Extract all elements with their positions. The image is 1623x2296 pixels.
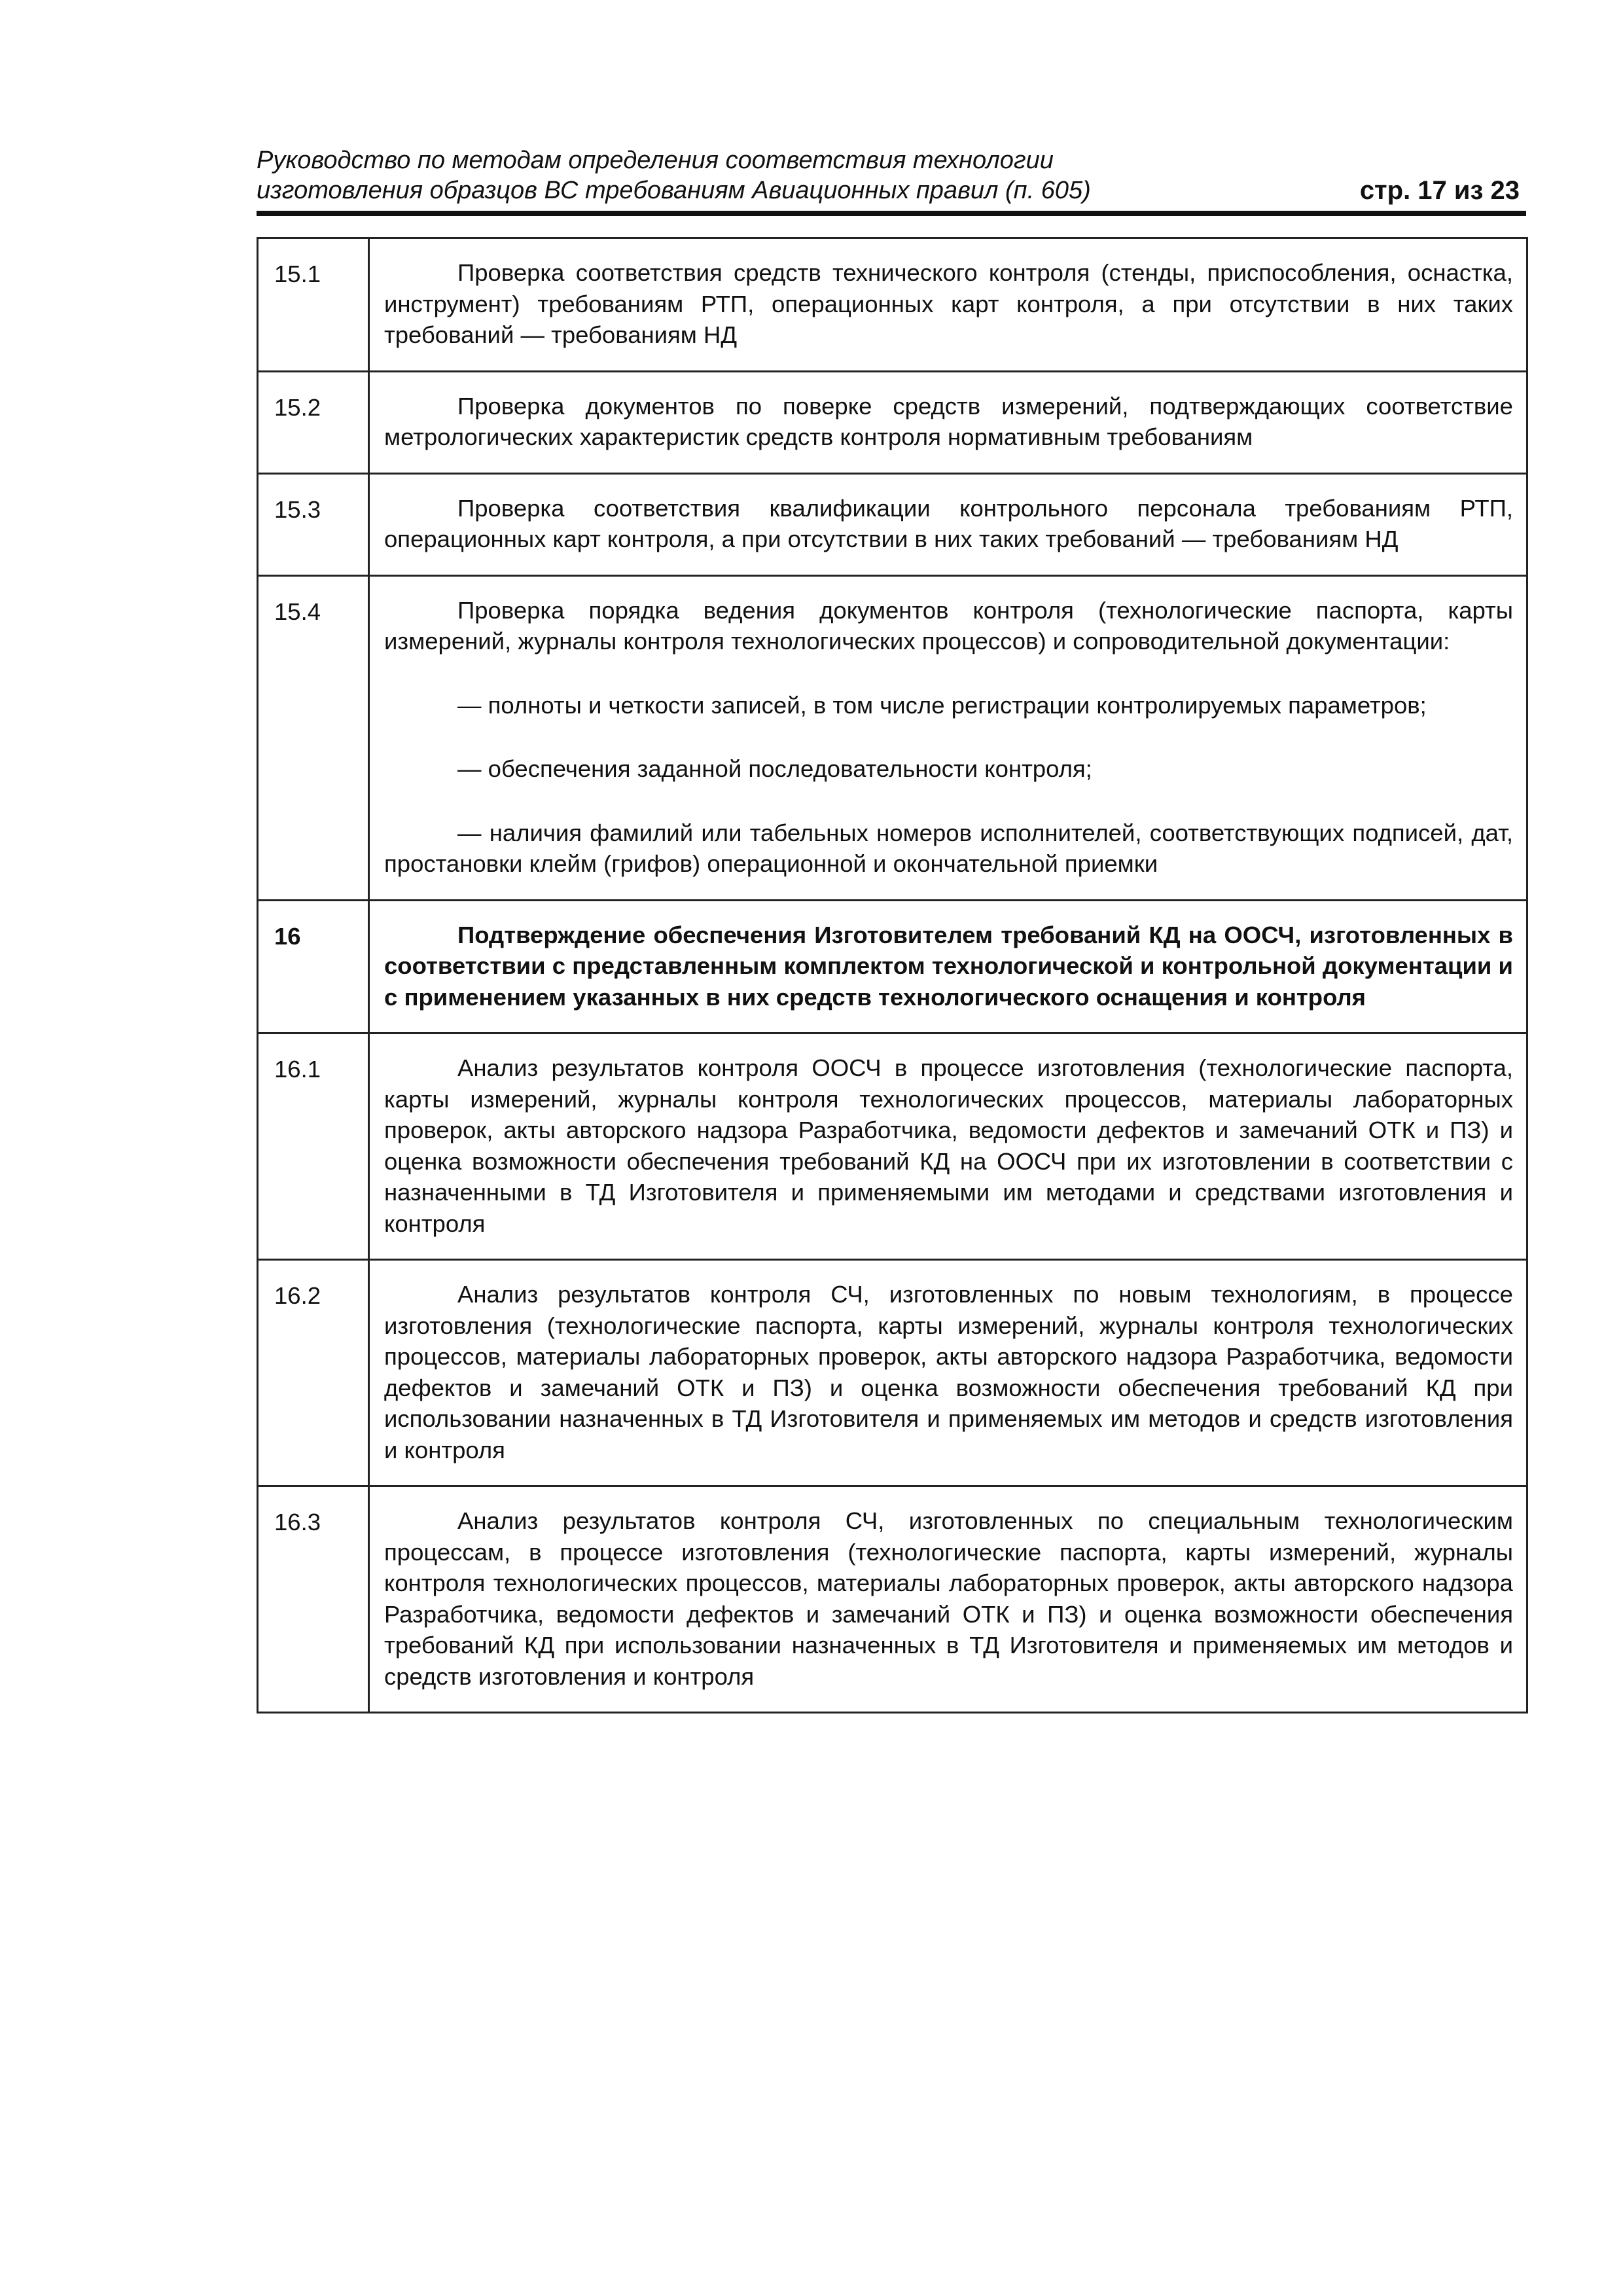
item-paragraph: Анализ результатов контроля СЧ, изготовленных по специальным технологическим процессам, в процессе изготовления (технологические паспорта, карты измерений, журналы контроля технологических процессов, материалы лабораторных проверок, акты авторского надзора Разработчика, ведомости дефектов и замечаний ОТК и ПЗ) и оценка возможности обеспечения требований КД при использовании назначенных в ТД Изготовителя и применяемых им методов и средств изготовления и контроля xyxy=(384,1507,1513,1690)
table-row xyxy=(258,238,1527,372)
item-number: 16.3 xyxy=(258,1486,369,1713)
item-paragraph: Проверка соответствия средств технического контроля (стенды, приспособления, оснастка, инструмент) требованиям РТП, операционных карт контроля, а при отсутствии в них таких требований — требованиям НД xyxy=(384,259,1513,348)
item-paragraph: Анализ результатов контроля ООСЧ в процессе изготовления (технологические паспорта, карты измерений, журналы контроля технологических процессов, материалы лабораторных проверок, акты авторского надзора Разработчика, ведомости дефектов и замечаний ОТК и ПЗ) и оценка возможности обеспечения требований КД на ООСЧ при их изготовлении в соответствии с назначенными в ТД Изготовителя и применяемыми им методами и средствами изготовления и контроля xyxy=(384,1054,1513,1237)
item-number: 16.1 xyxy=(258,1033,369,1260)
item-list-entry: — наличия фамилий или табельных номеров исполнителей, соответствующих подписей, дат, простановки клейм (грифов) операционной и окончательной приемки xyxy=(384,819,1513,877)
item-list-entry: — полноты и четкости записей, в том числе регистрации контролируемых параметров; xyxy=(457,691,1427,719)
table-row xyxy=(258,473,1527,575)
table-row xyxy=(258,1260,1527,1486)
page-number: стр. 17 из 23 xyxy=(1359,176,1520,205)
item-number: 15.3 xyxy=(258,473,369,575)
requirements-table xyxy=(257,237,1528,1713)
item-number: 15.2 xyxy=(258,371,369,473)
table-row xyxy=(258,575,1527,900)
item-description xyxy=(369,371,1527,473)
item-description xyxy=(369,575,1527,900)
item-paragraph: Проверка порядка ведения документов контроля (технологические паспорта, карты измерений, журналы контроля технологических процессов) и сопроводительной документации: xyxy=(384,596,1513,655)
document-title xyxy=(257,145,1330,206)
section-heading-text: Подтверждение обеспечения Изготовителем требований КД на ООСЧ, изготовленных в соответствии с представленным комплектом технологической и контрольной документации и с применением указанных в них средств технологического оснащения и контроля xyxy=(384,921,1513,1011)
section-number: 16 xyxy=(258,900,369,1033)
item-paragraph: Проверка соответствия квалификации контрольного персонала требованиям РТП, операционных карт контроля, а при отсутствии в них таких требований — требованиям НД xyxy=(384,494,1513,552)
section-row xyxy=(258,900,1527,1033)
item-description xyxy=(369,1486,1527,1713)
item-number: 16.2 xyxy=(258,1260,369,1486)
document-title-line-1: Руководство по методам определения соответствия технологии xyxy=(257,147,1054,174)
document-title-line-2: изготовления образцов ВС требованиям Авиационных правил (п. 605) xyxy=(257,177,1091,204)
item-description xyxy=(369,1260,1527,1486)
item-paragraph: Проверка документов по поверке средств измерений, подтверждающих соответствие метрологических характеристик средств контроля нормативным требованиям xyxy=(384,392,1513,450)
item-description xyxy=(369,1033,1527,1260)
item-description xyxy=(369,238,1527,372)
item-list-entry: — обеспечения заданной последовательности контроля; xyxy=(457,755,1092,782)
page-header xyxy=(257,145,1526,211)
section-heading xyxy=(369,900,1527,1033)
item-paragraph: Анализ результатов контроля СЧ, изготовленных по новым технологиям, в процессе изготовления (технологические паспорта, карты измерений, журналы контроля технологических процессов, материалы лабораторных проверок, акты авторского надзора Разработчика, ведомости дефектов и замечаний ОТК и ПЗ) и оценка возможности обеспечения требований КД при использовании назначенных в ТД Изготовителя и применяемых им методов и средств изготовления и контроля xyxy=(384,1281,1513,1463)
table-row xyxy=(258,1033,1527,1260)
item-number: 15.4 xyxy=(258,575,369,900)
table-row xyxy=(258,371,1527,473)
header-divider xyxy=(257,211,1526,216)
item-description xyxy=(369,473,1527,575)
item-number: 15.1 xyxy=(258,238,369,372)
table-row xyxy=(258,1486,1527,1713)
